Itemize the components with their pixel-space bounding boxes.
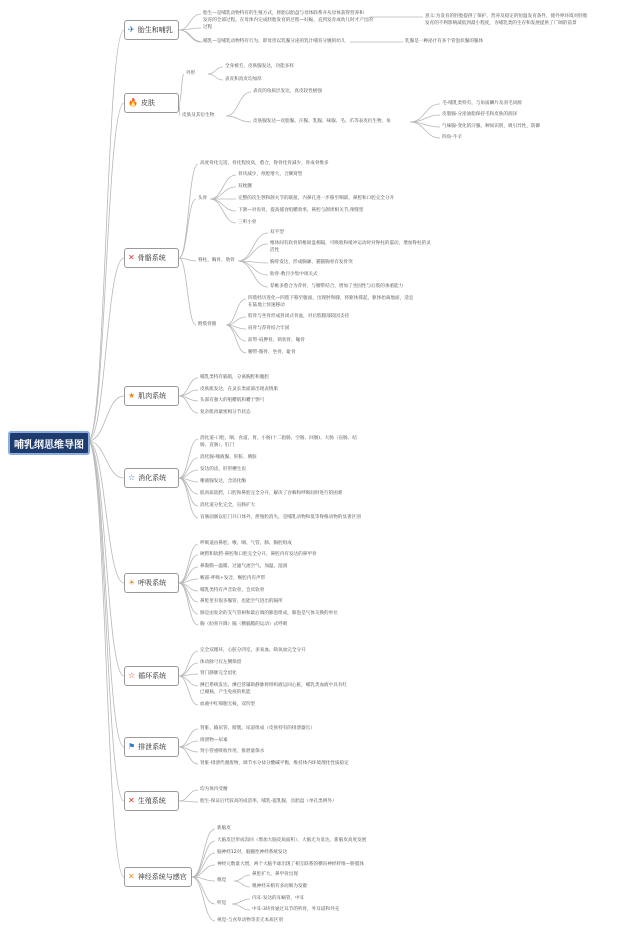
node: 乳腺是一种泌汁有多个管泡状腺的腺体: [405, 39, 484, 44]
connector: [192, 853, 215, 877]
node: 嗅神经末梢有多而细为发散: [252, 884, 308, 889]
branch-digestive[interactable]: [124, 468, 179, 488]
node: 肩骨与荐骨结合牢固: [248, 326, 290, 331]
node: 排泄物—尿素: [200, 738, 228, 743]
branch-label: 消化系统: [138, 474, 167, 482]
node: 完全双循环，心脏分四室，多氧血、缺氧血完全分开: [200, 648, 306, 653]
node: 新脑皮: [217, 826, 231, 831]
node: 头骨: [198, 196, 208, 201]
connector: [179, 676, 198, 705]
node: 肾脏-排泄代谢废物，调节水分盐分酸碱平衡，维持体内环境理化性质稳定: [200, 761, 349, 766]
connector: [179, 583, 198, 625]
connector: [208, 74, 223, 80]
node: 皮肤及其衍生物: [182, 113, 215, 118]
connector: [179, 14, 201, 30]
node: 脊柱、胸骨、肋骨: [198, 258, 235, 263]
connector: [179, 74, 184, 103]
connector: [88, 103, 124, 441]
connector: [232, 899, 250, 904]
node: 双平型: [270, 230, 284, 235]
node: 发育的全部过程。在母体内完成胚胎发育的过程—妊娠，直到发育成幼儿时才产出的: [203, 18, 373, 23]
connector: [238, 261, 268, 287]
connector: [208, 67, 223, 74]
flame-icon: 🔥: [128, 98, 138, 107]
connector: [179, 258, 196, 325]
branch-skin[interactable]: [124, 93, 179, 113]
connector: [192, 841, 215, 877]
connector: [232, 904, 250, 910]
node: 消化道分化完全，盲肠扩大: [200, 503, 256, 508]
node: 意义:为发育的胚胎提供了保护、营养及稳定的恒温发育条件，使外界环境对胚胎: [425, 14, 588, 19]
node: 肾门静脉完全退化: [200, 671, 237, 676]
branch-birth-lactation[interactable]: [124, 20, 179, 40]
star-icon: ★: [128, 391, 136, 400]
branch-label: 肌肉系统: [138, 392, 167, 400]
branch-label: 生殖系统: [137, 797, 166, 805]
node: 呼吸道由鼻腔、喉、咽、气管、肺、胸腔组成: [200, 541, 292, 546]
node: 活性: [270, 248, 280, 253]
flag-icon: ⚑: [128, 742, 136, 751]
connector: [410, 104, 440, 122]
node: 嗅觉: [217, 878, 227, 883]
connector: [179, 544, 198, 583]
node: 外形: [186, 71, 196, 76]
node: 消化道-口腔、咽、食道、胃、小肠(十二指肠、空肠、回肠)、大肠（盲肠、结: [200, 436, 357, 441]
node: 肾脏、输尿管、膀胱、尿道组成（皮肤特有的排泄器官）: [200, 726, 315, 731]
node: 荐椎多愈合为荐骨，与腰带结合，增加了坐固性与后肢的承重能力: [270, 284, 404, 289]
node: 血液中红细胞无核，双凹型: [200, 702, 256, 707]
branch-circulatory[interactable]: [124, 666, 179, 686]
branch-label: 排泄系统: [138, 743, 167, 751]
connector: [88, 441, 124, 747]
node: 神经元数量大增，两个大脑半球出现了相互联系的横向神经纤维—胼胝体: [217, 862, 365, 867]
branch-reproductive[interactable]: [124, 791, 179, 811]
node: 均为体内受精: [200, 787, 228, 792]
node: 皮脂腺-分泌油脂保持毛和皮肤的润泽: [442, 112, 518, 117]
connector: [234, 875, 250, 881]
connector: [210, 175, 236, 199]
node: 下颌—对齿骨，提高捕食咀嚼效率，鼻腔与颌周相关节,颅缝型: [238, 208, 364, 213]
node: 鼻腔扩大，鼻甲骨出现: [252, 872, 298, 877]
node: 胎生-保证后代较高的成活率，哺乳-提乳腺，具胎盘（单孔类例外）: [200, 799, 337, 804]
node: 三听小骨: [238, 220, 257, 225]
sun-icon: ☀: [128, 578, 136, 587]
star-outline-red-icon: ☆: [128, 671, 136, 680]
node: 大脑皮层形成沟回（增加大脑皮质面积），大脑尤为发达，新脑皮高度发展: [217, 838, 367, 843]
connector: [179, 199, 196, 258]
branch-label: 皮肤: [140, 99, 155, 107]
node: 中耳-3块骨通过耳节的听骨，外耳道和外壳: [252, 907, 340, 912]
node: 肠、直肠），肛门: [200, 443, 235, 448]
connector: [179, 478, 198, 518]
connector: [179, 458, 198, 478]
node: 视觉-与食草动物等差无本质区别: [217, 918, 283, 923]
node: 哺乳—是哺乳动物特有行为，即母兽以乳腺分泌的乳汁哺育分娩的幼儿: [203, 39, 346, 44]
bone-orange-icon: ✕: [128, 872, 135, 881]
node: 肋骨-数目少集中项关式: [270, 272, 318, 277]
connector: [179, 790, 198, 801]
node: 椎体间有软骨的椎间盘相隔，可吸收和缓冲运动时对脊柱的震动，增加脊柱的灵: [270, 241, 431, 246]
node: 喉部-呼吸+发音，喉腔内有声带: [200, 576, 266, 581]
connector: [179, 801, 198, 802]
branch-label: 神经系统与感官: [137, 873, 187, 881]
node: 听觉: [217, 901, 227, 906]
paper-plane-icon: ✈: [128, 25, 135, 34]
node: 消化腺-唾液腺、肝脏、胰脏: [200, 455, 257, 460]
branch-nervous-sense[interactable]: [124, 867, 192, 887]
node: 四角-牛羊: [442, 135, 463, 140]
node: 气味腺-变化的汗腺，种间识别，吸引异性，防御: [442, 124, 541, 129]
branch-label: 胎生和哺乳: [137, 26, 173, 34]
connector: [179, 30, 203, 42]
node: 四肢经历进化—四肢下移至腹面，出现肘和膝，将躯体撑起，躯体抬离地面，适宜: [248, 296, 414, 301]
bone-icon: ✕: [128, 253, 135, 262]
node: 皮肤腺发达—皮脂腺、汗腺、乳腺、味腺、毛、爪等表皮衍生物，角: [253, 119, 391, 124]
connector: [210, 187, 236, 199]
node: 头部有强大的咀嚼肌和嚼于颚弓: [200, 398, 265, 403]
connector: [192, 877, 215, 921]
node: 肢骨与坐骨形成封闭式骨盆，对后肢腿部较固支持: [248, 314, 350, 319]
node: 肾小管重吸收作用，排泄量保水: [200, 749, 265, 754]
node: 硬腭和软腭-鼻腔和口腔完全分开，鼻腔内有发达的鼻甲骨: [200, 552, 317, 557]
node: 体动脉弓仅左侧保留: [200, 660, 242, 665]
connector: [179, 103, 180, 116]
node: 过程: [203, 25, 213, 30]
node: 鼻腔里有很多腺管，也能空气进出的隔所: [200, 599, 283, 604]
node: 已褪核，产生免疫的机能: [200, 690, 251, 695]
root-topic[interactable]: 哺乳纲思维导图: [8, 431, 90, 455]
node: 胸骨发达，形成胸廓，猫猫胸骨有发骨突: [270, 260, 353, 265]
node: 前带-肩胛骨、锁状骨、喙骨: [248, 338, 305, 343]
node: 淋巴系统发达，淋巴管辅助静脉将组织液运回心脏，哺乳类血液中具有红: [200, 683, 348, 688]
node: 在陆地上快速移动: [248, 303, 285, 308]
star-outline-icon: ☆: [128, 473, 136, 482]
node: 胸（肋骨升降）膈（横膈膜的运动）式呼吸: [200, 622, 288, 627]
node: 复杂肌肉紧密相分节状态: [200, 410, 251, 415]
node: 胎生—是哺乳动物特有的生殖方式，胚胎以胎盘与母体联系并从母体获得营养和: [203, 11, 364, 16]
branch-respiratory[interactable]: [124, 573, 179, 593]
connector: [192, 829, 215, 877]
branch-label: 循环系统: [138, 672, 167, 680]
node: 皮肤肌发达，在灵长类面部出现表情肌: [200, 387, 279, 392]
node: 内耳-发达的耳蜗管，中耳: [252, 896, 305, 901]
node: 唾液腺发达，含消化酶: [200, 479, 246, 484]
node: 腰带-髂骨、坐骨、耻骨: [248, 350, 296, 355]
node: 表皮和真皮均加厚: [225, 77, 262, 82]
node: 发育的不利影响减低到最小程度，为哺乳类的生存和发展提供了广阔的前景: [425, 21, 577, 26]
node: 全身被毛，皮肤腺发达，功能多样: [225, 64, 294, 69]
branch-skeletal[interactable]: [124, 248, 179, 268]
connector: [179, 28, 201, 30]
branch-label: 呼吸系统: [138, 579, 167, 587]
connector: [88, 30, 124, 441]
connector: [179, 30, 201, 42]
node: 高度骨化完适，骨化程度高，愈合，脊骨化骨减少，骨成骨维多: [200, 161, 329, 166]
connector: [88, 258, 124, 441]
node: 哺乳类特有膈肌，分离胸腔和腹腔: [200, 375, 269, 380]
connector: [226, 92, 251, 116]
connector: [238, 233, 268, 261]
connector: [179, 164, 198, 258]
node: 哺乳类特有声音软骨，会厌软骨: [200, 588, 265, 593]
node: 肺是由复杂的支气管树和最后端的肺泡组成，肺泡是气体交换的单位: [200, 611, 338, 616]
node: 发达的齿，肝形槽生齿: [200, 467, 246, 472]
connector: [210, 199, 236, 211]
node: 肌肉质软腭，口腔和鼻腔完全分开，解决了吞咽和呼吸间时进行的困难: [200, 491, 343, 496]
node: 附肢骨骼: [198, 322, 217, 327]
node: 毛-哺乳类特有，与角质鳞片及羽毛同源: [442, 101, 522, 106]
connector: [226, 116, 251, 122]
node: 骨块减少，颅腔增大，合颞窝型: [238, 172, 303, 177]
branch-label: 骨骼系统: [137, 254, 166, 262]
node: 表皮的角质层发达，真皮较性极强: [253, 89, 322, 94]
branch-excretory[interactable]: [124, 737, 179, 757]
bone-red-icon: ✕: [128, 796, 135, 805]
node: 双枕髁: [238, 184, 252, 189]
node: 鼻黏膜—温暖、过滤气流空气、加温、湿润: [200, 564, 288, 569]
branch-muscular[interactable]: [124, 386, 179, 406]
connector: [210, 199, 236, 223]
connector: [179, 583, 198, 614]
connector: [88, 441, 124, 801]
node: 完整的次生颚和颌关节的联接，内鼻孔进一步移至咽部，鼻腔和口腔完全分开: [238, 196, 395, 201]
node: 脑神经12对，脑髓性神经系统发达: [217, 850, 288, 855]
connector: [234, 881, 250, 887]
connector: [88, 441, 124, 877]
node: 盲肠面肠以肛门开口体外，泄殖腔消失，是哺乳动物和低等脊椎动物的显著区别: [200, 515, 361, 520]
